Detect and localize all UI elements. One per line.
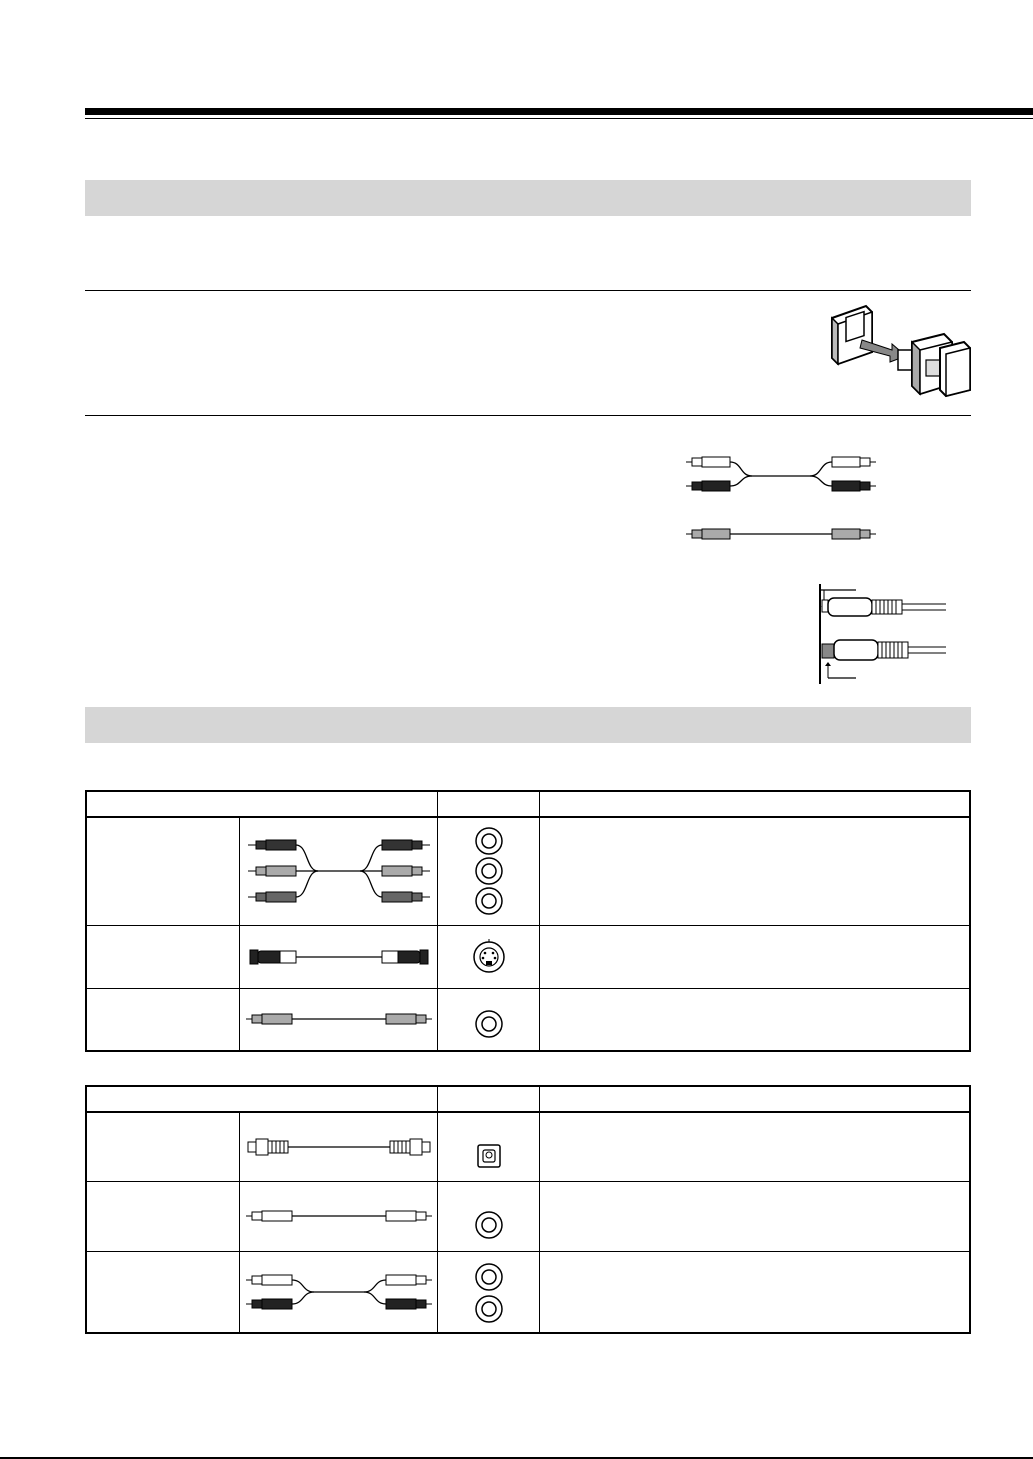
- header-thin-rule: [85, 118, 1033, 119]
- s-video-cable-icon: [240, 925, 438, 988]
- cable-name-cell: [86, 1112, 240, 1181]
- header-description: [540, 791, 971, 817]
- section-2-heading-band: [85, 707, 971, 743]
- rca-jack-icon: [438, 988, 540, 1051]
- stereo-rca-cable-icon: [240, 1251, 438, 1333]
- header-thick-rule: [85, 108, 1033, 115]
- divider-1: [85, 290, 971, 291]
- description-cell: [540, 925, 971, 988]
- cable-name-cell: [86, 1181, 240, 1251]
- plug-insertion-icon: [816, 584, 946, 684]
- description-cell: [540, 988, 971, 1051]
- table-row: [86, 1181, 970, 1251]
- optical-cable-icon: [240, 1112, 438, 1181]
- cable-name-cell: [86, 1251, 240, 1333]
- coaxial-cable-icon: [240, 1181, 438, 1251]
- audio-table-header: [86, 1086, 970, 1112]
- cable-name-cell: [86, 925, 240, 988]
- table-row: [86, 1112, 970, 1181]
- three-rca-jacks-icon: [438, 817, 540, 925]
- section-1-heading-band: [85, 180, 971, 216]
- table-row: [86, 988, 970, 1051]
- header-jack: [438, 791, 540, 817]
- optical-cap-removal-icon: [826, 300, 976, 406]
- optical-jack-icon: [438, 1112, 540, 1181]
- table-row: [86, 1251, 970, 1333]
- two-rca-jacks-icon: [438, 1251, 540, 1333]
- header-jack: [438, 1086, 540, 1112]
- s-video-jack-icon: [438, 925, 540, 988]
- description-cell: [540, 817, 971, 925]
- header-cable-type: [86, 1086, 438, 1112]
- video-table-header: [86, 791, 970, 817]
- stereo-audio-cable-icon: [686, 452, 876, 498]
- table-row: [86, 925, 970, 988]
- audio-cable-table: [85, 1085, 971, 1334]
- cable-name-cell: [86, 988, 240, 1051]
- video-cable-table: [85, 790, 971, 1052]
- header-cable-type: [86, 791, 438, 817]
- cable-name-cell: [86, 817, 240, 925]
- description-cell: [540, 1251, 971, 1333]
- description-cell: [540, 1112, 971, 1181]
- divider-2: [85, 415, 971, 416]
- description-cell: [540, 1181, 971, 1251]
- component-video-cable-icon: [240, 817, 438, 925]
- composite-video-cable-icon: [240, 988, 438, 1051]
- video-cable-icon: [686, 524, 876, 544]
- coaxial-jack-icon: [438, 1181, 540, 1251]
- header-description: [540, 1086, 971, 1112]
- table-row: [86, 817, 970, 925]
